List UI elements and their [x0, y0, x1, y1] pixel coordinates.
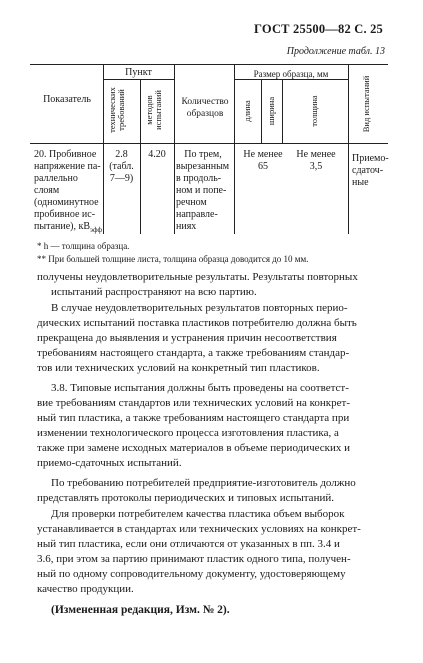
page-header: ГОСТ 25500—82 С. 25: [254, 22, 383, 36]
paragraph-4: По требованию потребителей предприятие-изготовитель должно представлять протоколы периодических и типовых испытаний.: [37, 477, 356, 504]
footnote-2: ** При большей толщине листа, толщина образца доводится до 10 мм.: [37, 254, 309, 264]
cell-length: Не менее 65: [243, 149, 283, 172]
col-header-tech-req: технических требований: [107, 87, 126, 133]
amendment-note: (Измененная редакция, Изм. № 2).: [51, 604, 230, 616]
cell-thickness: Не менее 3,5: [296, 149, 336, 172]
paragraph-2: В случае неудовлетворительных результатов повторных перио- дических испытаний поставка пластиков потребителю должна быть прекращена до выявления и устранения причин несоответствия требованиям настоящего стандарта, а также требованиям стандар- тов или технических условий на конкретный тип пластиков.: [37, 302, 357, 374]
cell-test-type: Приемо- сдаточ- ные: [352, 153, 389, 188]
col-header-test-type: Вид испытаний: [361, 75, 371, 133]
paragraph-3: 3.8. Типовые испытания должны быть проведены на соответст- вие требованиям стандартов или технических условий на конкрет- ный тип пластика, а также требованиям настоящего стандарта при изменении технологического процесса изготовления пластика, а также при замене исходных материалов в объеме периодических и приемо-сдаточных испытаний.: [37, 382, 351, 469]
col-header-clause: Пункт: [125, 67, 152, 78]
paragraph-5: Для проверки потребителем качества пластика объем выборок устанавливается в стандартах или технических условиях на конкрет- ный тип пластика, если они отличаются от указанных в пп. 3.4 и 3.6, при этом за партию принимают пластик одного типа, получен- ный по одному сопроводительному документу, удостоверяющему качество продукции.: [37, 508, 361, 595]
cell-sample-count: По трем, вырезанным в продоль- ном и попе- речном направле- ниях: [176, 149, 230, 232]
cell-test-method: 4.20: [148, 149, 166, 160]
cell-tech-req: 2.8 (табл. 7—9): [109, 149, 134, 184]
footnote-1: * h — толщина образца.: [37, 241, 130, 251]
col-header-test-methods: методов испытаний: [144, 90, 163, 130]
col-header-length: длина: [242, 100, 252, 122]
table-continuation-label: Продолжение табл. 13: [286, 46, 385, 57]
col-header-sample-size: Размер образца, мм: [253, 69, 329, 79]
cell-indicator: 20. Пробивное напряжение па- раллельно слоям (одноминутное пробивное ис- пытание), $кВ_{эфф}$: [34, 149, 103, 234]
col-header-width: ширина: [266, 96, 276, 126]
col-header-sample-count: Количество образцов: [181, 97, 229, 119]
col-header-indicator: Показатель: [43, 94, 91, 105]
paragraph-1: получены неудовлетворительные результаты. Результаты повторных испытаний распространяют на всю партию.: [37, 271, 358, 298]
col-header-thickness: толщина: [309, 95, 319, 127]
